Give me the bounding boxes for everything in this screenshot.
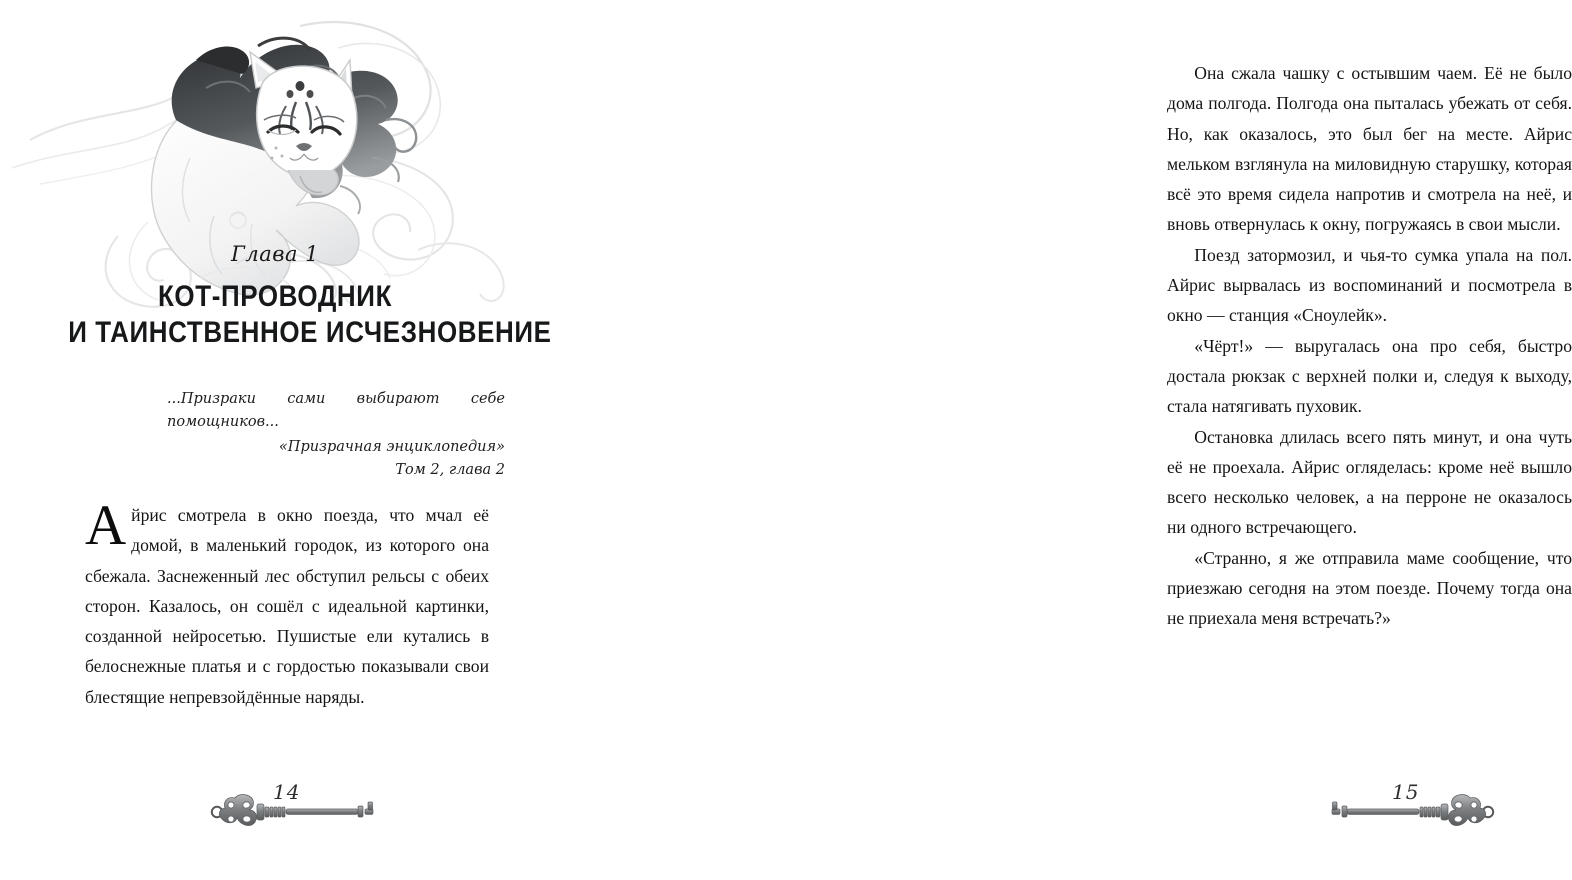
left-page-body-text [85, 494, 489, 712]
paragraph-text: йрис смотрела в окно поезда, что мчал её домой, в маленький городок, из которого она сбежала. Заснеженный лес обступил рельсы с обеих сторон. Казалось, он сошёл с идеальной картинки, созданной нейросетью. Пушистые ели кутались в белоснежные платья и с гордостью показывали свои блестящие непревзойдённые наряды. [85, 505, 489, 707]
chapter-title-line-2: И ТАИНСТВЕННОЕ ИСЧЕЗНОВЕНИЕ [68, 316, 552, 350]
right-page-folio [1310, 782, 1500, 838]
paragraph-text: «Странно, я же отправила маме сообщение, что приезжаю сегодня на этом поезде. Почему тогда она не приехала меня встречать?» [1167, 547, 1572, 629]
drop-cap: А [85, 494, 127, 557]
chapter-label: Глава 1 [230, 242, 320, 266]
right-page-body-text [1167, 58, 1572, 634]
page-number: 14 [273, 780, 301, 804]
epigraph-quote: ...Призраки сами выбирают себе помощников... [167, 391, 505, 431]
paragraph [1167, 422, 1572, 543]
chapter-title-line-1: КОТ-ПРОВОДНИК [157, 280, 393, 314]
paragraph [85, 494, 489, 712]
epigraph [167, 388, 505, 483]
epigraph-source: «Призрачная энциклопедия» [278, 438, 505, 455]
paragraph [1167, 331, 1572, 422]
paragraph [1167, 58, 1572, 240]
chapter-heading [40, 242, 552, 351]
left-page-folio [205, 782, 395, 838]
paragraph [1167, 240, 1572, 331]
paragraph [1167, 543, 1572, 634]
epigraph-volume: Том 2, глава 2 [395, 462, 505, 479]
left-page [0, 0, 550, 880]
page-number: 15 [1392, 780, 1420, 804]
paragraph-text: Остановка длилась всего пять минут, и она чуть её не проехала. Айрис огляделась: кроме неё вышло всего несколько человек, а на перроне не оказалось ни одного встречающего. [1167, 426, 1572, 538]
paragraph-text: Поезд затормозил, и чья-то сумка упала на пол. Айрис вырвалась из воспоминаний и посмотрела в окно — станция «Сноулейк». [1167, 244, 1572, 326]
right-page [550, 0, 1572, 880]
paragraph-text: Она сжала чашку с остывшим чаем. Её не было дома полгода. Полгода она пыталась убежать от себя. Но, как оказалось, это был бег на месте. Айрис мельком взглянула на миловидную старушку, которая всё это время сидела напротив и смотрела на неё, и вновь отвернулась к окну, погружаясь в свои мысли. [1167, 63, 1572, 235]
paragraph-text: «Чёрт!» — выругалась она про себя, быстро достала рюкзак с верхней полки и, следуя к выходу, стала натягивать пуховик. [1167, 335, 1572, 417]
